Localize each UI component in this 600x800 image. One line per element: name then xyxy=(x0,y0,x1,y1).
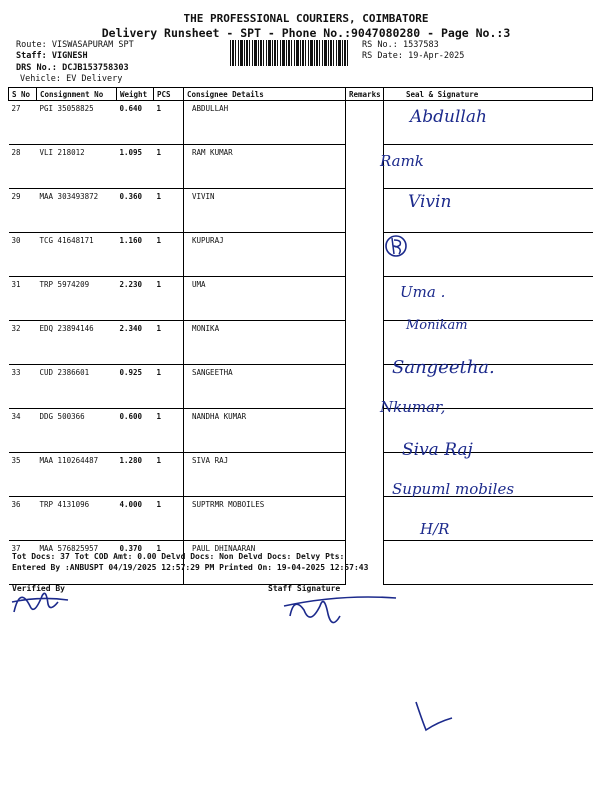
cell-remarks xyxy=(346,321,384,365)
verified-by-signature xyxy=(10,582,70,622)
signature-row-37: H/R xyxy=(420,520,450,538)
cell-weight: 2.340 xyxy=(117,321,154,365)
table-row xyxy=(9,277,593,321)
signature-row-35: Siva Raj xyxy=(402,440,473,460)
cell-signature xyxy=(384,541,593,585)
cell-sno: 29 xyxy=(9,189,37,233)
cell-pcs: 1 xyxy=(154,101,184,145)
cell-sno: 33 xyxy=(9,365,37,409)
staff-line xyxy=(16,51,88,61)
cell-weight: 1.160 xyxy=(117,233,154,277)
signature-row-31: Uma . xyxy=(400,283,446,301)
runsheet-table xyxy=(8,87,593,585)
signature-row-29: Vivin xyxy=(408,192,452,212)
signature-row-34: Nkumar, xyxy=(380,398,446,416)
cell-sno: 35 xyxy=(9,453,37,497)
signature-row-36: Supuml mobiles xyxy=(392,480,515,498)
route-label: Route: xyxy=(16,40,47,50)
staff-label: Staff: xyxy=(16,51,47,61)
cell-weight: 1.280 xyxy=(117,453,154,497)
cell-consignee: MONIKA xyxy=(184,321,346,365)
table-row xyxy=(9,365,593,409)
cell-remarks xyxy=(346,453,384,497)
table-row xyxy=(9,321,593,365)
table-row xyxy=(9,497,593,541)
cell-weight: 0.360 xyxy=(117,189,154,233)
cell-signature xyxy=(384,233,593,277)
totals-line: Tot Docs: 37 Tot COD Amt: 0.00 Delvd Docs: Non Delvd Docs: Delvy Pts: xyxy=(12,552,345,561)
cell-sno: 32 xyxy=(9,321,37,365)
staff-signature-scribble xyxy=(280,586,400,638)
cell-consignment: MAA 303493872 xyxy=(37,189,117,233)
cell-weight: 0.600 xyxy=(117,409,154,453)
col-weight: Weight xyxy=(117,88,154,101)
table-row xyxy=(9,101,593,145)
cell-consignment: CUD 2386601 xyxy=(37,365,117,409)
cell-weight: 0.640 xyxy=(117,101,154,145)
cell-remarks xyxy=(346,277,384,321)
cell-pcs: 1 xyxy=(154,321,184,365)
cell-consignment: PGI 35058825 xyxy=(37,101,117,145)
cell-consignment: VLI 218012 xyxy=(37,145,117,189)
cell-sno: 31 xyxy=(9,277,37,321)
vehicle-label: Vehicle: xyxy=(20,74,61,84)
cell-pcs: 1 xyxy=(154,145,184,189)
signature-row-33: Sangeetha. xyxy=(392,357,495,378)
rs-no-line xyxy=(362,40,439,50)
cell-pcs: 1 xyxy=(154,541,184,585)
rs-no-value: 1537583 xyxy=(402,40,439,50)
rs-date-label: RS Date: xyxy=(362,51,403,61)
cell-consignment: TCG 41648171 xyxy=(37,233,117,277)
staff-value: VIGNESH xyxy=(51,51,88,61)
signature-row-28: Ramk xyxy=(380,152,424,170)
cell-remarks xyxy=(346,365,384,409)
drs-label: DRS No.: xyxy=(16,63,57,73)
cell-sno: 37 xyxy=(9,541,37,585)
stray-pen-mark xyxy=(408,698,458,738)
rs-date-value: 19-Apr-2025 xyxy=(408,51,465,61)
cell-sno: 36 xyxy=(9,497,37,541)
route-line xyxy=(16,40,134,50)
cell-pcs: 1 xyxy=(154,233,184,277)
cell-consignment: TRP 4131096 xyxy=(37,497,117,541)
cell-consignee: ABDULLAH xyxy=(184,101,346,145)
barcode xyxy=(230,40,350,66)
verified-by-label: Verified By xyxy=(12,584,65,593)
cell-pcs: 1 xyxy=(154,409,184,453)
cell-consignment: MAA 110264487 xyxy=(37,453,117,497)
company-title: THE PROFESSIONAL COURIERS, COIMBATORE xyxy=(183,12,429,25)
cell-consignee: RAM KUMAR xyxy=(184,145,346,189)
vehicle-value: EV Delivery xyxy=(66,74,123,84)
cell-remarks xyxy=(346,233,384,277)
cell-weight: 4.000 xyxy=(117,497,154,541)
runsheet-subtitle: Delivery Runsheet - SPT - Phone No.:9047080280 - Page No.:3 xyxy=(101,26,511,40)
drs-value: DCJB153758303 xyxy=(62,63,129,73)
cell-weight: 2.230 xyxy=(117,277,154,321)
rs-no-label: RS No.: xyxy=(362,40,398,50)
col-remarks: Remarks xyxy=(346,88,384,101)
col-sno: S No xyxy=(9,88,37,101)
staff-signature-label: Staff Signature xyxy=(268,584,341,593)
cell-weight: 0.370 xyxy=(117,541,154,585)
cell-consignment: DDG 500366 xyxy=(37,409,117,453)
cell-consignee: PAUL DHINAARAN xyxy=(184,541,346,585)
cell-consignee: SUPTRMR MOBOILES xyxy=(184,497,346,541)
cell-remarks xyxy=(346,497,384,541)
entered-printed-line: Entered By :ANBUSPT 04/19/2025 12:57:29 PM Printed On: 19-04-2025 12:57:43 xyxy=(12,563,369,572)
route-value: VISWASAPURAM SPT xyxy=(51,40,134,50)
signature-row-32: Monikam xyxy=(406,318,468,333)
cell-pcs: 1 xyxy=(154,277,184,321)
col-signature: Seal & Signature xyxy=(384,88,593,101)
table-row xyxy=(9,233,593,277)
cell-consignee: UMA xyxy=(184,277,346,321)
cell-consignee: NANDHA KUMAR xyxy=(184,409,346,453)
signature-mark-row-30 xyxy=(384,232,414,266)
drs-line xyxy=(16,63,129,73)
cell-consignee: VIVIN xyxy=(184,189,346,233)
col-pcs: PCS xyxy=(154,88,184,101)
cell-pcs: 1 xyxy=(154,453,184,497)
cell-remarks xyxy=(346,101,384,145)
vehicle-line xyxy=(20,74,122,84)
table-row xyxy=(9,189,593,233)
cell-consignment: MAA 576825957 xyxy=(37,541,117,585)
cell-consignment: TRP 5974209 xyxy=(37,277,117,321)
table-row xyxy=(9,145,593,189)
cell-consignee: SANGEETHA xyxy=(184,365,346,409)
cell-remarks xyxy=(346,189,384,233)
cell-weight: 0.925 xyxy=(117,365,154,409)
table-header-row xyxy=(9,88,593,101)
cell-consignee: SIVA RAJ xyxy=(184,453,346,497)
rs-date-line xyxy=(362,51,464,61)
cell-sno: 30 xyxy=(9,233,37,277)
cell-sno: 27 xyxy=(9,101,37,145)
col-consignee: Consignee Details xyxy=(184,88,346,101)
cell-pcs: 1 xyxy=(154,497,184,541)
cell-signature xyxy=(384,497,593,541)
cell-consignment: EDQ 23894146 xyxy=(37,321,117,365)
cell-remarks xyxy=(346,409,384,453)
cell-pcs: 1 xyxy=(154,365,184,409)
cell-sno: 34 xyxy=(9,409,37,453)
col-consignment: Consignment No xyxy=(37,88,117,101)
cell-consignee: KUPURAJ xyxy=(184,233,346,277)
signature-row-27: Abdullah xyxy=(410,107,487,127)
cell-remarks xyxy=(346,145,384,189)
cell-sno: 28 xyxy=(9,145,37,189)
table-row xyxy=(9,409,593,453)
cell-weight: 1.095 xyxy=(117,145,154,189)
cell-pcs: 1 xyxy=(154,189,184,233)
